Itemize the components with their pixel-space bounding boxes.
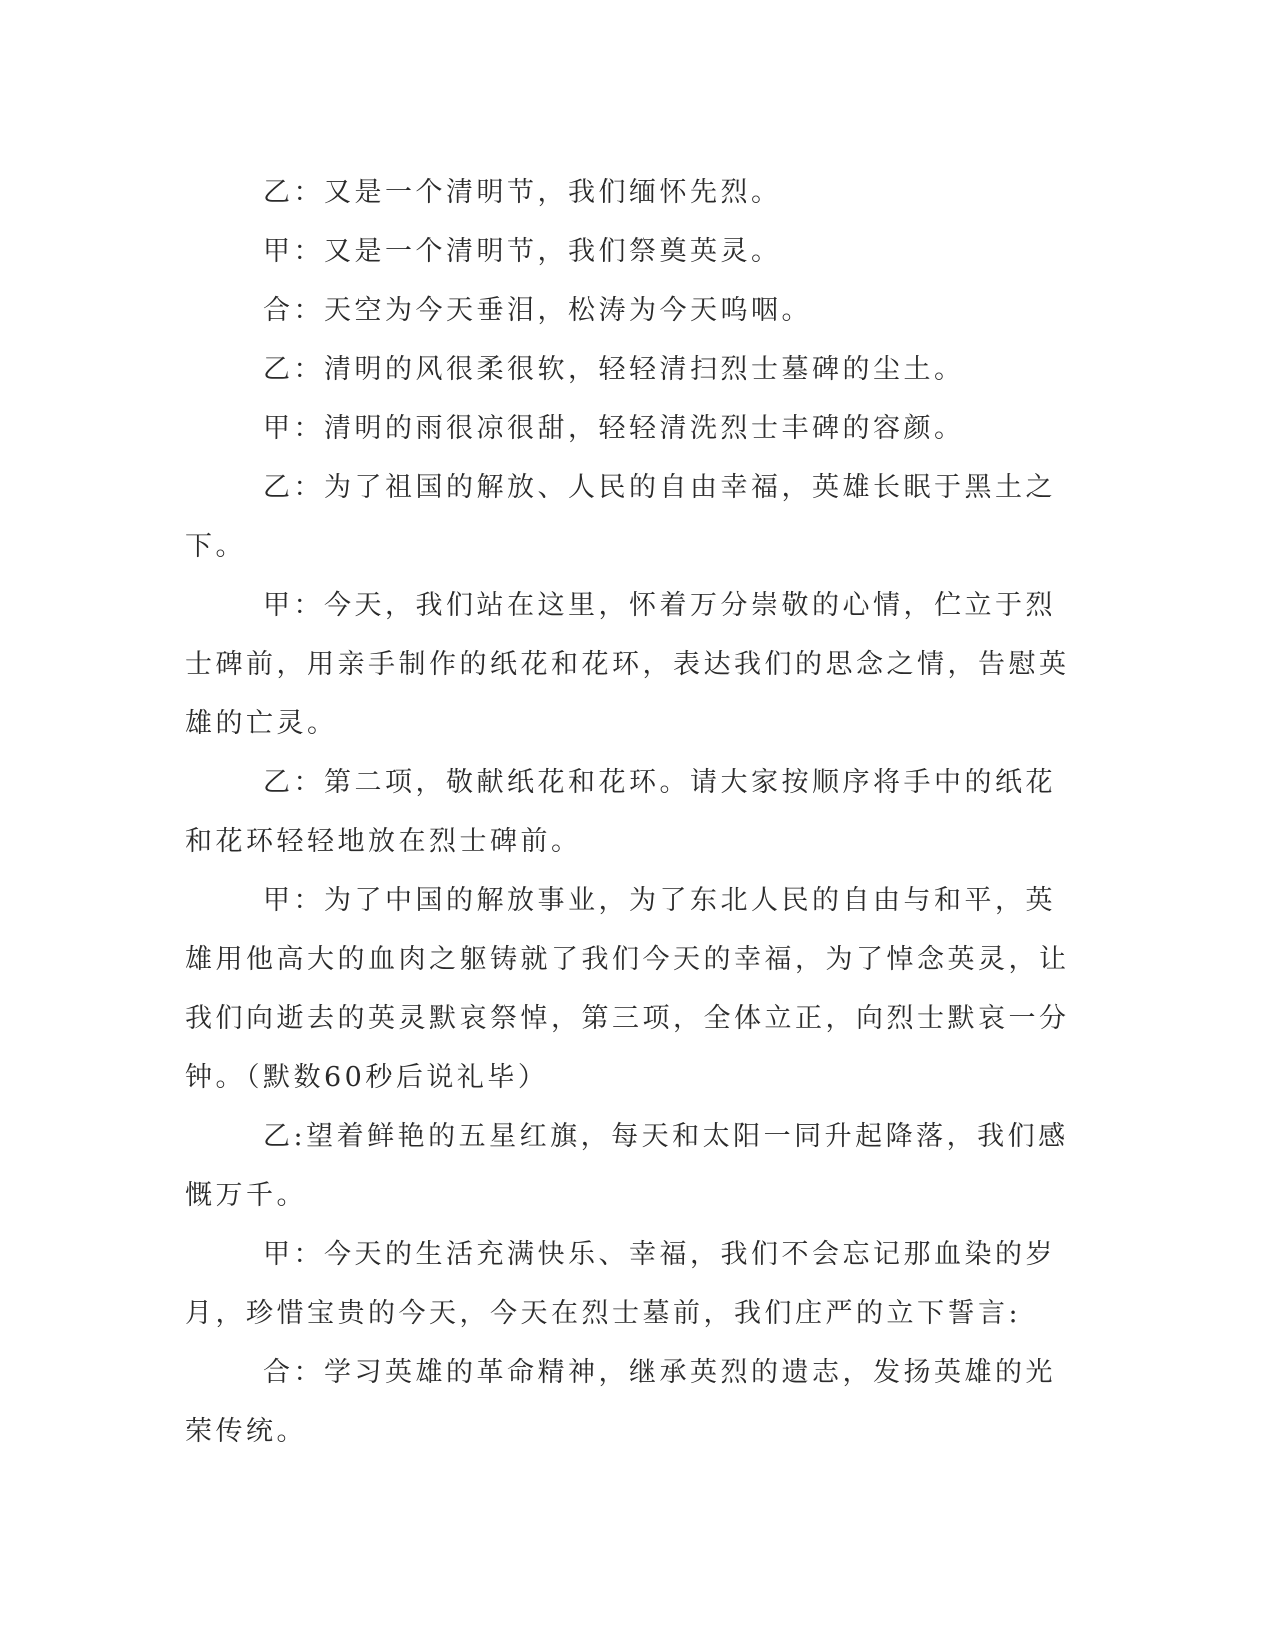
paragraph: 乙：第二项，敬献纸花和花环。请大家按顺序将手中的纸花和花环轻轻地放在烈士碑前。: [185, 767, 1056, 857]
paragraph: 合：学习英雄的革命精神，继承英烈的遗志，发扬英雄的光荣传统。: [185, 1357, 1056, 1447]
paragraph: 甲：今天的生活充满快乐、幸福，我们不会忘记那血染的岁月，珍惜宝贵的今天，今天在烈士墓前，我们庄严的立下誓言:: [185, 1239, 1056, 1329]
paragraph: 甲：为了中国的解放事业，为了东北人民的自由与和平，英雄用他高大的血肉之躯铸就了我们今天的幸福，为了悼念英灵，让我们向逝去的英灵默哀祭悼，第三项，全体立正，向烈士默哀一分钟。（默数60秒后说礼毕）: [185, 885, 1070, 1093]
paragraph: 甲：清明的雨很凉很甜，轻轻清洗烈士丰碑的容颜。: [263, 413, 965, 444]
paragraph: 乙:望着鲜艳的五星红旗，每天和太阳一同升起降落，我们感慨万千。: [185, 1121, 1069, 1211]
paragraph: 乙：又是一个清明节，我们缅怀先烈。: [263, 177, 782, 208]
paragraph: 乙：为了祖国的解放、人民的自由幸福，英雄长眠于黑土之下。: [185, 472, 1056, 562]
paragraph: 乙：清明的风很柔很软，轻轻清扫烈士墓碑的尘土。: [263, 354, 965, 385]
document-body: [185, 163, 1085, 1461]
paragraph: 合：天空为今天垂泪，松涛为今天呜咽。: [263, 295, 812, 326]
paragraph: 甲：今天，我们站在这里，怀着万分崇敬的心情，伫立于烈士碑前，用亲手制作的纸花和花环，表达我们的思念之情，告慰英雄的亡灵。: [185, 590, 1070, 739]
paragraph: 甲：又是一个清明节，我们祭奠英灵。: [263, 236, 782, 267]
